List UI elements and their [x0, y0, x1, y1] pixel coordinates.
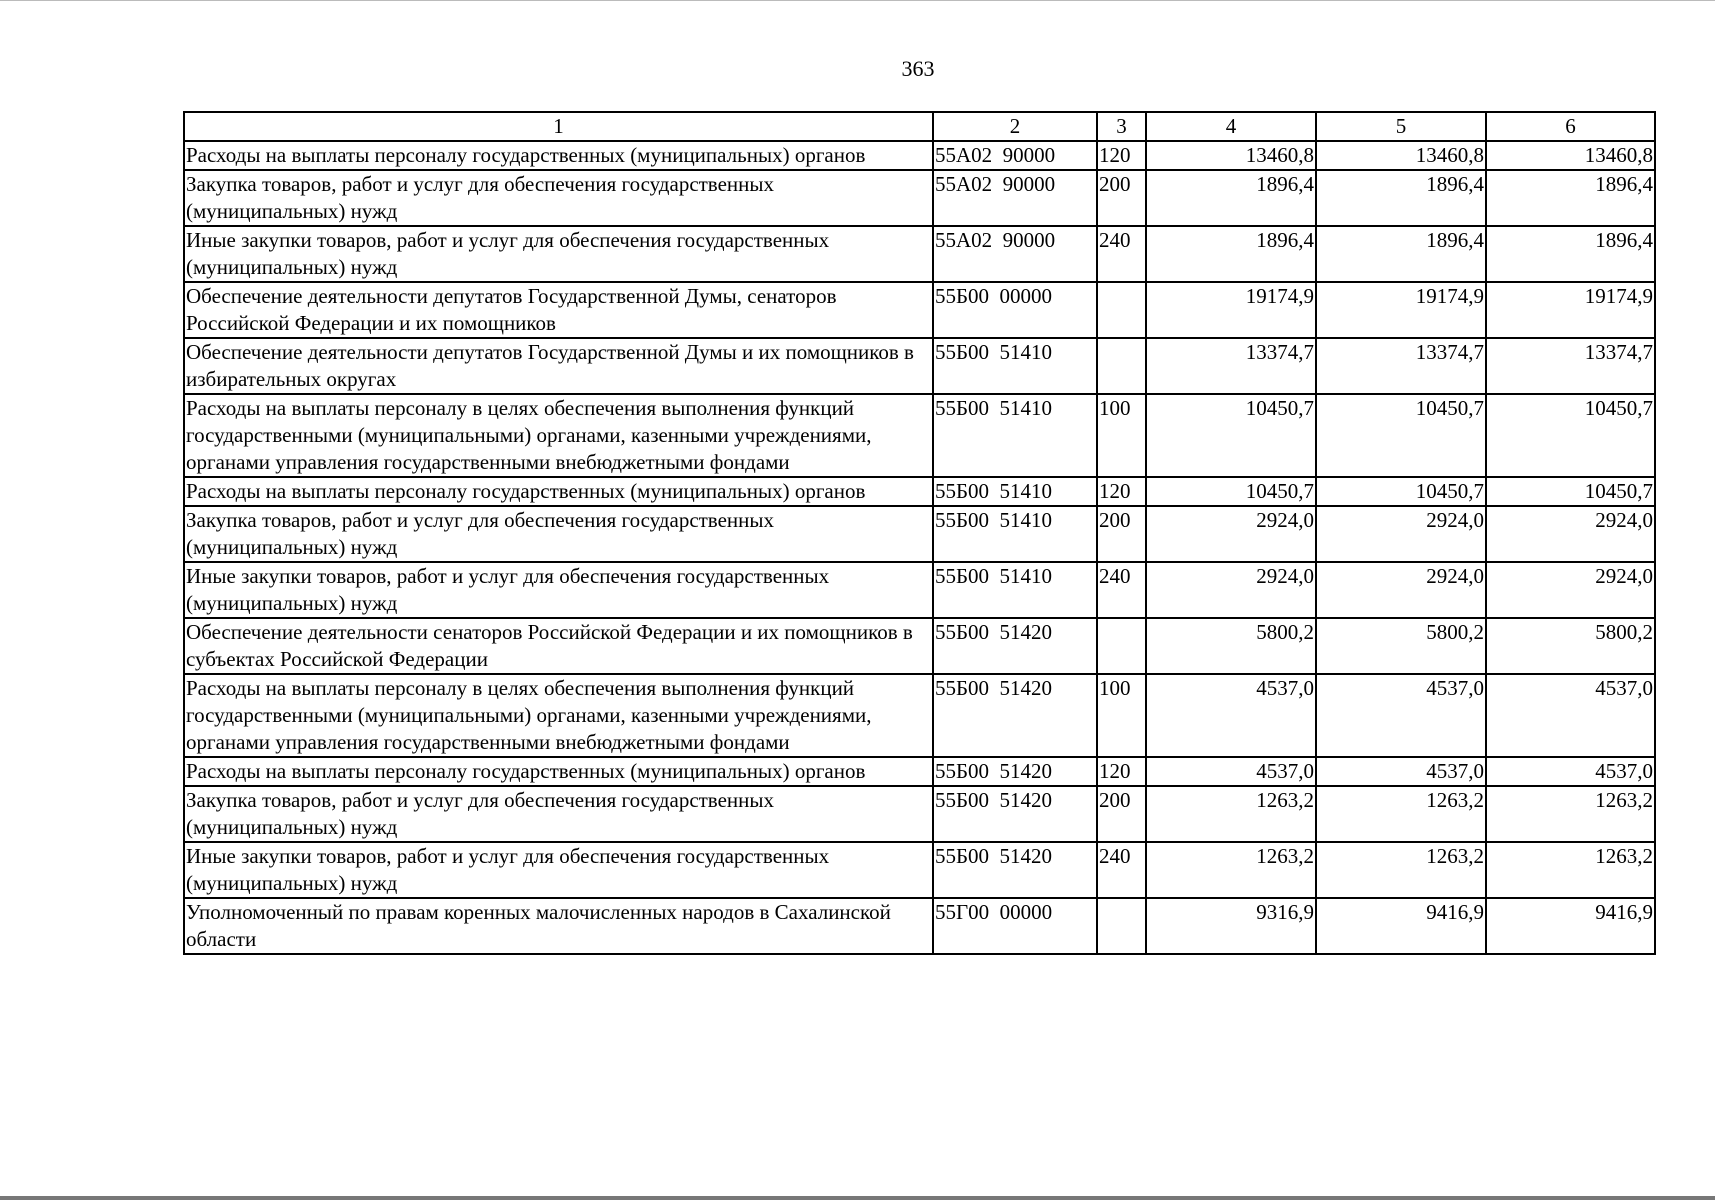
row-value-col4: 2924,0	[1146, 506, 1316, 562]
row-name-cell: Расходы на выплаты персоналу государственных (муниципальных) органов	[184, 477, 933, 506]
table-row	[184, 141, 1655, 170]
table-row	[184, 562, 1655, 618]
budget-table	[183, 111, 1656, 955]
row-value-col6: 13374,7	[1486, 338, 1655, 394]
row-value-col5: 9416,9	[1316, 898, 1486, 954]
row-type-cell: 100	[1097, 674, 1146, 757]
row-value-col4: 5800,2	[1146, 618, 1316, 674]
row-value-col6: 9416,9	[1486, 898, 1655, 954]
header-cell: 3	[1097, 112, 1146, 141]
row-type-cell	[1097, 898, 1146, 954]
row-type-cell: 120	[1097, 477, 1146, 506]
row-value-col4: 9316,9	[1146, 898, 1316, 954]
table-row	[184, 618, 1655, 674]
scan-edge-bottom	[0, 1196, 1715, 1200]
header-row	[184, 112, 1655, 141]
row-value-col4: 2924,0	[1146, 562, 1316, 618]
row-name-cell: Расходы на выплаты персоналу в целях обеспечения выполнения функций государственными (муниципальными) органами, казенными учреждениями, органами управления государственными внебюджетными фондами	[184, 674, 933, 757]
table-row	[184, 898, 1655, 954]
row-code-cell: 55Б00 51410	[933, 394, 1097, 477]
table-body	[184, 141, 1655, 954]
row-name-cell: Закупка товаров, работ и услуг для обеспечения государственных (муниципальных) нужд	[184, 506, 933, 562]
table-row	[184, 338, 1655, 394]
row-value-col6: 4537,0	[1486, 674, 1655, 757]
row-value-col5: 1896,4	[1316, 226, 1486, 282]
table-row	[184, 674, 1655, 757]
row-name-cell: Обеспечение деятельности депутатов Государственной Думы и их помощников в избирательных округах	[184, 338, 933, 394]
row-value-col5: 1896,4	[1316, 170, 1486, 226]
row-value-col5: 10450,7	[1316, 477, 1486, 506]
table-row	[184, 170, 1655, 226]
row-code-cell: 55А02 90000	[933, 226, 1097, 282]
row-code-cell: 55Б00 51420	[933, 618, 1097, 674]
row-code-cell: 55Б00 51420	[933, 786, 1097, 842]
row-code-cell: 55А02 90000	[933, 141, 1097, 170]
row-code-cell: 55Б00 51410	[933, 562, 1097, 618]
row-type-cell: 200	[1097, 170, 1146, 226]
row-name-cell: Закупка товаров, работ и услуг для обеспечения государственных (муниципальных) нужд	[184, 170, 933, 226]
row-name-cell: Обеспечение деятельности сенаторов Российской Федерации и их помощников в субъектах Российской Федерации	[184, 618, 933, 674]
row-value-col6: 1896,4	[1486, 170, 1655, 226]
row-name-cell: Закупка товаров, работ и услуг для обеспечения государственных (муниципальных) нужд	[184, 786, 933, 842]
row-value-col5: 1263,2	[1316, 786, 1486, 842]
row-code-cell: 55Б00 51420	[933, 674, 1097, 757]
row-value-col5: 10450,7	[1316, 394, 1486, 477]
row-value-col4: 1263,2	[1146, 842, 1316, 898]
row-name-cell: Расходы на выплаты персоналу в целях обеспечения выполнения функций государственными (муниципальными) органами, казенными учреждениями, органами управления государственными внебюджетными фондами	[184, 394, 933, 477]
row-value-col4: 19174,9	[1146, 282, 1316, 338]
row-value-col6: 2924,0	[1486, 562, 1655, 618]
row-name-cell: Иные закупки товаров, работ и услуг для обеспечения государственных (муниципальных) нужд	[184, 226, 933, 282]
row-value-col5: 13460,8	[1316, 141, 1486, 170]
row-code-cell: 55Г00 00000	[933, 898, 1097, 954]
row-value-col4: 1896,4	[1146, 226, 1316, 282]
row-value-col5: 19174,9	[1316, 282, 1486, 338]
row-value-col4: 4537,0	[1146, 757, 1316, 786]
row-value-col5: 4537,0	[1316, 757, 1486, 786]
table-row	[184, 506, 1655, 562]
header-cell: 5	[1316, 112, 1486, 141]
row-value-col5: 2924,0	[1316, 562, 1486, 618]
row-type-cell	[1097, 618, 1146, 674]
table-row	[184, 757, 1655, 786]
row-value-col6: 1263,2	[1486, 786, 1655, 842]
row-name-cell: Иные закупки товаров, работ и услуг для обеспечения государственных (муниципальных) нужд	[184, 842, 933, 898]
row-value-col5: 4537,0	[1316, 674, 1486, 757]
row-type-cell: 240	[1097, 842, 1146, 898]
table-row	[184, 394, 1655, 477]
row-value-col6: 10450,7	[1486, 394, 1655, 477]
row-value-col4: 13460,8	[1146, 141, 1316, 170]
table-row	[184, 282, 1655, 338]
header-cell: 1	[184, 112, 933, 141]
row-value-col5: 5800,2	[1316, 618, 1486, 674]
row-value-col4: 10450,7	[1146, 394, 1316, 477]
row-value-col4: 4537,0	[1146, 674, 1316, 757]
row-type-cell: 120	[1097, 757, 1146, 786]
table-row	[184, 226, 1655, 282]
row-value-col5: 2924,0	[1316, 506, 1486, 562]
row-code-cell: 55Б00 51410	[933, 477, 1097, 506]
row-name-cell: Расходы на выплаты персоналу государственных (муниципальных) органов	[184, 757, 933, 786]
row-code-cell: 55Б00 00000	[933, 282, 1097, 338]
row-value-col4: 1896,4	[1146, 170, 1316, 226]
header-cell: 4	[1146, 112, 1316, 141]
row-type-cell: 120	[1097, 141, 1146, 170]
row-value-col4: 13374,7	[1146, 338, 1316, 394]
table-row	[184, 786, 1655, 842]
row-code-cell: 55Б00 51420	[933, 842, 1097, 898]
row-code-cell: 55Б00 51410	[933, 338, 1097, 394]
header-cell: 2	[933, 112, 1097, 141]
row-type-cell: 200	[1097, 786, 1146, 842]
row-type-cell: 200	[1097, 506, 1146, 562]
row-name-cell: Расходы на выплаты персоналу государственных (муниципальных) органов	[184, 141, 933, 170]
row-value-col4: 10450,7	[1146, 477, 1316, 506]
row-value-col6: 13460,8	[1486, 141, 1655, 170]
row-value-col6: 4537,0	[1486, 757, 1655, 786]
row-value-col6: 1896,4	[1486, 226, 1655, 282]
row-code-cell: 55Б00 51410	[933, 506, 1097, 562]
row-type-cell: 240	[1097, 562, 1146, 618]
row-value-col6: 2924,0	[1486, 506, 1655, 562]
row-code-cell: 55А02 90000	[933, 170, 1097, 226]
row-value-col5: 13374,7	[1316, 338, 1486, 394]
row-value-col5: 1263,2	[1316, 842, 1486, 898]
row-value-col6: 5800,2	[1486, 618, 1655, 674]
row-value-col4: 1263,2	[1146, 786, 1316, 842]
row-name-cell: Иные закупки товаров, работ и услуг для обеспечения государственных (муниципальных) нужд	[184, 562, 933, 618]
header-cell: 6	[1486, 112, 1655, 141]
scan-edge-top	[0, 0, 1715, 1]
row-value-col6: 19174,9	[1486, 282, 1655, 338]
row-name-cell: Обеспечение деятельности депутатов Государственной Думы, сенаторов Российской Федерации и их помощников	[184, 282, 933, 338]
row-value-col6: 1263,2	[1486, 842, 1655, 898]
row-value-col6: 10450,7	[1486, 477, 1655, 506]
row-type-cell	[1097, 282, 1146, 338]
row-code-cell: 55Б00 51420	[933, 757, 1097, 786]
row-name-cell: Уполномоченный по правам коренных малочисленных народов в Сахалинской области	[184, 898, 933, 954]
row-type-cell	[1097, 338, 1146, 394]
row-type-cell: 240	[1097, 226, 1146, 282]
table-row	[184, 477, 1655, 506]
row-type-cell: 100	[1097, 394, 1146, 477]
table-row	[184, 842, 1655, 898]
page-number: 363	[901, 56, 935, 81]
